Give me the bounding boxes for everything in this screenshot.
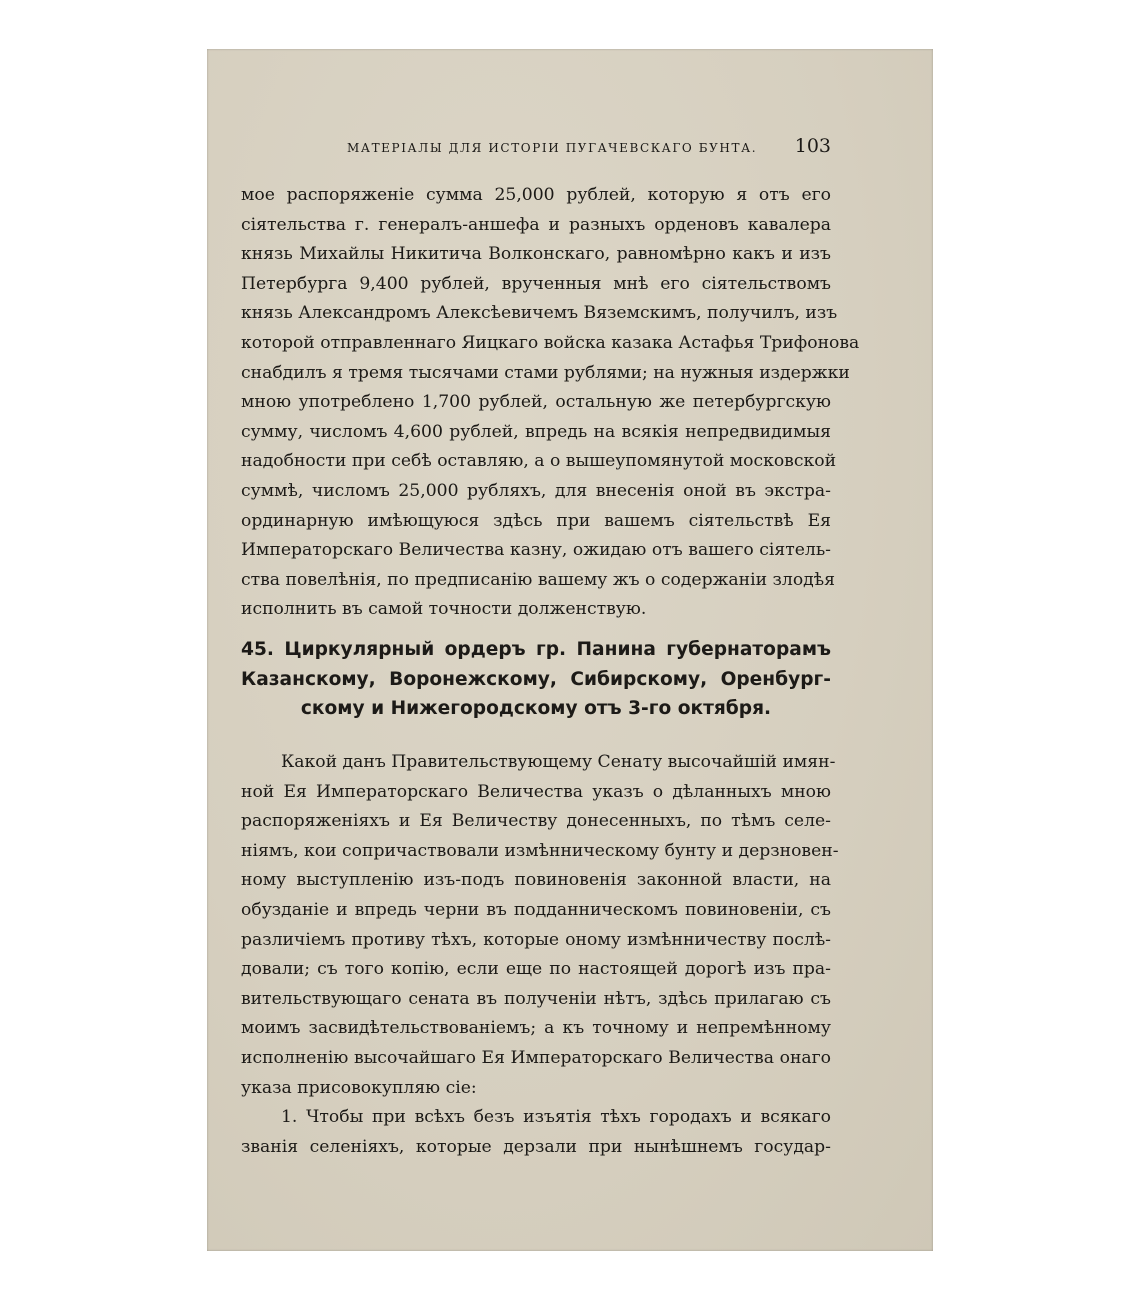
heading-line: скому и Нижегородскому отъ 3-го октября. (300, 698, 772, 719)
heading-line: Казанскому, Воронежскому, Сибирскому, Оренбург- (241, 668, 831, 690)
paragraph-order (241, 748, 839, 1162)
text-line: князь Александромъ Алексѣевичемъ Вяземскимъ, получилъ, изъ (241, 303, 838, 324)
page-header (347, 135, 831, 157)
text-line: обузданіе и впредь черни въ подданническомъ повиновеніи, съ (241, 899, 831, 920)
text-line: Петербурга 9,400 рублей, врученныя мнѣ его сіятельствомъ (241, 273, 831, 294)
text-line: сіятельства г. генералъ-аншефа и разныхъ орденовъ кавалера (241, 214, 831, 235)
text-line: ства повелѣнія, по предписанію вашему жъ о содержаніи злодѣя (241, 569, 835, 590)
text-line: 1. Чтобы при всѣхъ безъ изъятія тѣхъ городахъ и всякаго (281, 1107, 831, 1128)
running-title: МАТЕРІАЛЫ ДЛЯ ИСТОРІИ ПУГАЧЕВСКАГО БУНТА. (347, 141, 758, 155)
text-line: ному выступленію изъ-подъ повиновенія законной власти, на (241, 870, 831, 891)
text-line: исполненію высочайшаго Ея Императорскаго Величества онаго (241, 1047, 831, 1068)
text-line: распоряженіяхъ и Ея Величеству донесенныхъ, по тѣмъ селе- (241, 811, 831, 832)
heading-line: 45. Циркулярный ордеръ гр. Панина губернаторамъ (241, 639, 831, 660)
text-line: суммѣ, числомъ 25,000 рубляхъ, для внесенія оной въ экстра- (241, 480, 831, 501)
text-line: Какой данъ Правительствующему Сенату высочайшій имян- (281, 752, 836, 772)
text-line: исполнить въ самой точности долженствую. (241, 599, 647, 620)
text-line: довали; съ того копію, если еще по настоящей дорогѣ изъ пра- (241, 959, 831, 980)
text-line: надобности при себѣ оставляю, а о вышеупомянутой московской (241, 451, 837, 472)
page-number: 103 (794, 135, 831, 157)
text-line: ніямъ, кои сопричаствовали измѣнническому бунту и дерзновен- (241, 840, 839, 861)
text-line: ной Ея Императорскаго Величества указъ о дѣланныхъ мною (241, 781, 831, 802)
section-heading (241, 635, 831, 724)
text-line: указа присовокупляю сіе: (241, 1077, 477, 1098)
text-line: различіемъ противу тѣхъ, которые оному измѣнничеству послѣ- (241, 929, 831, 950)
text-line: снабдилъ я тремя тысячами стами рублями; на нужныя издержки (241, 362, 850, 383)
text-line: ординарную имѣющуюся здѣсь при вашемъ сіятельствѣ Ея (241, 510, 831, 531)
text-line: вительствующаго сената въ полученіи нѣтъ, здѣсь прилагаю съ (241, 988, 831, 1009)
text-line: мое распоряженіе сумма 25,000 рублей, которую я отъ его (241, 185, 831, 205)
text-line: которой отправленнаго Яицкаго войска казака Астафья Трифонова (241, 332, 860, 353)
text-line: званія селеніяхъ, которые дерзали при нынѣшнемъ государ- (241, 1136, 831, 1157)
text-line: мною употреблено 1,700 рублей, остальную же петербургскую (241, 392, 831, 413)
text-line: Императорскаго Величества казну, ожидаю отъ вашего сіятель- (241, 540, 831, 561)
text-line: сумму, числомъ 4,600 рублей, впредь на всякія непредвидимыя (241, 421, 831, 442)
paragraph-continued (241, 181, 860, 625)
text-line: князь Михайлы Никитича Волконскаго, равномѣрно какъ и изъ (241, 244, 831, 265)
text-line: моимъ засвидѣтельствованіемъ; а къ точному и непремѣнному (241, 1018, 831, 1039)
book-page (207, 49, 933, 1251)
